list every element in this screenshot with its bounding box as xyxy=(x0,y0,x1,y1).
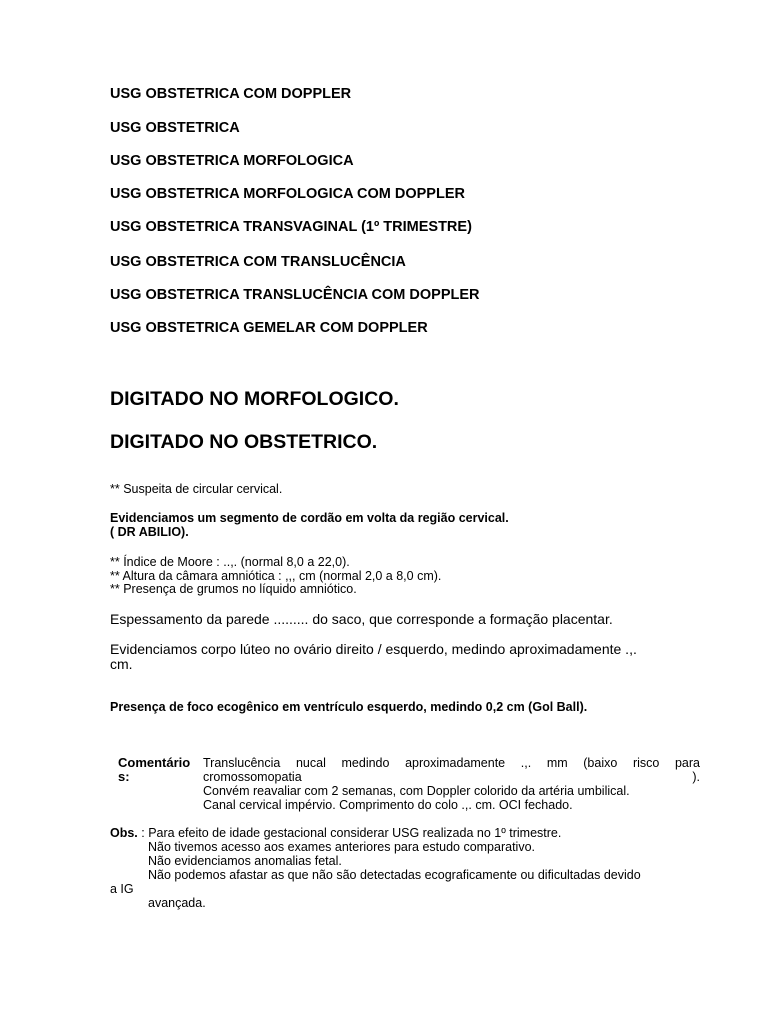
exam-title-2: USG OBSTETRICA xyxy=(110,120,240,136)
note-corpo-luteo-line1: Evidenciamos corpo lúteo no ovário direito / esquerdo, medindo aproximadamente .,. xyxy=(110,641,637,657)
note-corpo-luteo-line2: cm. xyxy=(110,656,133,672)
note-segmento-line2: ( DR ABILIO). xyxy=(110,525,189,539)
obs-line1 xyxy=(110,826,710,840)
tn-word: mm xyxy=(546,756,568,770)
tn-line2-left: cromossomopatia xyxy=(203,770,302,784)
exam-title-1: USG OBSTETRICA COM DOPPLER xyxy=(110,86,352,102)
exam-title-8: USG OBSTETRICA GEMELAR COM DOPPLER xyxy=(110,320,428,336)
heading-obstetrico: DIGITADO NO OBSTETRICO. xyxy=(110,431,378,453)
comentario-reavaliar: Convém reavaliar com 2 semanas, com Doppler colorido da artéria umbilical. xyxy=(203,784,630,798)
exam-title-5: USG OBSTETRICA TRANSVAGINAL (1º TRIMESTRE) xyxy=(110,219,472,235)
note-moore: ** Índice de Moore : ..,. (normal 8,0 a 22,0). xyxy=(110,555,350,569)
exam-title-4: USG OBSTETRICA MORFOLOGICA COM DOPPLER xyxy=(110,186,465,202)
obs-line1-text: : Para efeito de idade gestacional considerar USG realizada no 1º trimestre. xyxy=(137,826,562,840)
note-grumos: ** Presença de grumos no líquido amniótico. xyxy=(110,582,357,596)
tn-word: .,. xyxy=(520,756,532,770)
obs-line2: Não tivemos acesso aos exames anteriores para estudo comparativo. xyxy=(148,840,535,854)
note-espessamento: Espessamento da parede ......... do saco, que corresponde a formação placentar. xyxy=(110,611,613,627)
note-altura: ** Altura da câmara amniótica : ,,, cm (normal 2,0 a 8,0 cm). xyxy=(110,569,442,583)
tn-word: para xyxy=(674,756,700,770)
tn-word: risco xyxy=(632,756,660,770)
note-circular-cervical: ** Suspeita de circular cervical. xyxy=(110,482,283,496)
tn-word: medindo xyxy=(341,756,390,770)
comentarios-label xyxy=(118,756,198,784)
obs-block xyxy=(110,826,710,910)
note-segmento-line1: Evidenciamos um segmento de cordão em volta da região cervical. xyxy=(110,511,509,525)
obs-line3: Não evidenciamos anomalias fetal. xyxy=(148,854,342,868)
comentarios-label-line2: s: xyxy=(118,769,130,784)
translucencia-line1 xyxy=(203,756,700,770)
comentarios-label-line1: Comentário xyxy=(118,755,191,770)
obs-label: Obs. xyxy=(110,826,138,840)
obs-line4: Não podemos afastar as que não são detectadas ecograficamente ou dificultadas devido xyxy=(148,868,641,882)
exam-title-6: USG OBSTETRICA COM TRANSLUCÊNCIA xyxy=(110,254,406,270)
obs-line6: avançada. xyxy=(148,896,206,910)
exam-title-3: USG OBSTETRICA MORFOLOGICA xyxy=(110,153,354,169)
comentarios-body xyxy=(203,756,700,812)
tn-word: (baixo xyxy=(583,756,618,770)
note-foco-ecogenico: Presença de foco ecogênico em ventrículo esquerdo, medindo 0,2 cm (Gol Ball). xyxy=(110,700,588,714)
translucencia-line2 xyxy=(203,770,700,784)
comentario-canal-cervical: Canal cervical impérvio. Comprimento do colo .,. cm. OCI fechado. xyxy=(203,798,573,812)
tn-word: Translucência xyxy=(203,756,281,770)
exam-title-7: USG OBSTETRICA TRANSLUCÊNCIA COM DOPPLER xyxy=(110,287,480,303)
tn-line2-right: ). xyxy=(692,770,700,784)
tn-word: aproximadamente xyxy=(405,756,506,770)
obs-line5: a IG xyxy=(110,882,134,896)
tn-word: nucal xyxy=(295,756,326,770)
heading-morfologico: DIGITADO NO MORFOLOGICO. xyxy=(110,388,399,410)
